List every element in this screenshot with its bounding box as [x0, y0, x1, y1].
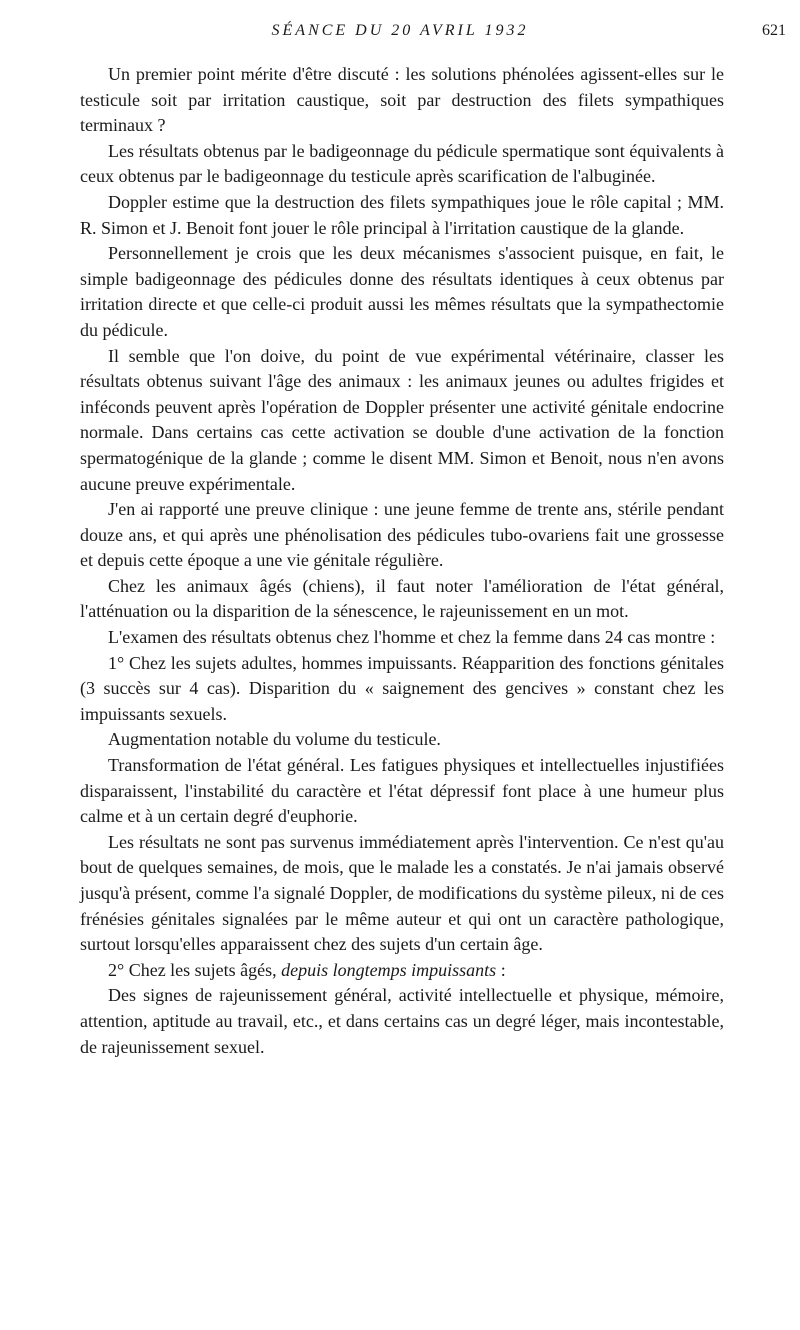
- paragraph: Chez les animaux âgés (chiens), il faut noter l'amélioration de l'état général, l'atténuation ou la disparition de la sénescence, le rajeunissement en un mot.: [80, 575, 724, 622]
- paragraph-elderly-item: [80, 958, 724, 984]
- paragraph: Les résultats obtenus par le badigeonnage du pédicule spermatique sont équivalents à ceux obtenus par le badigeonnage du testicule après scarification de l'albuginée.: [80, 140, 724, 187]
- paragraph: Les résultats ne sont pas survenus immédiatement après l'intervention. Ce n'est qu'au bout de quelques semaines, de mois, que le malade les a constatés. Je n'ai jamais observé jusqu'à présent, comme l'a signalé Doppler, de modifications du système pileux, ni de ces frénésies génitales signalées par le même auteur et qui ont un caractère pathologique, surtout lorsqu'elles apparaissent chez des sujets d'un certain âge.: [80, 831, 724, 955]
- elderly-item-suffix: :: [496, 959, 506, 980]
- paragraph: Des signes de rajeunissement général, activité intellectuelle et physique, mémoire, attention, aptitude au travail, etc., et dans certains cas un degré léger, mais incontestable, de rajeunissement sexuel.: [80, 985, 724, 1057]
- paragraph: Augmentation notable du volume du testicule.: [108, 729, 441, 750]
- paragraph: Personnellement je crois que les deux mécanismes s'associent puisque, en fait, le simple badigeonnage des pédicules donne des résultats identiques à ceux obtenus par irritation directe et que celle-ci produit aussi les mêmes résultats que la sympathectomie du pédicule.: [80, 243, 724, 340]
- page-number: 621: [762, 22, 786, 39]
- paragraph: Il semble que l'on doive, du point de vue expérimental vétérinaire, classer les résultats obtenus suivant l'âge des animaux : les animaux jeunes ou adultes frigides et inféconds peuvent après l'opération de Doppler présenter une activité génitale endocrine normale. Dans certains cas cette activation se double d'une activation de la fonction spermatogénique de la glande ; comme le disent MM. Simon et Benoit, nous n'en avons aucune preuve expérimentale.: [80, 345, 724, 494]
- paragraph: Doppler estime que la destruction des filets sympathiques joue le rôle capital ; MM. R. Simon et J. Benoit font jouer le rôle principal à l'irritation caustique de la glande.: [80, 191, 724, 238]
- paragraph: J'en ai rapporté une preuve clinique : une jeune femme de trente ans, stérile pendant douze ans, et qui après une phénolisation des pédicules tubo-ovariens fait une grossesse et depuis cette époque a une vie génitale régulière.: [80, 499, 724, 571]
- running-title: SÉANCE DU 20 AVRIL 1932: [271, 22, 529, 39]
- paragraph: Transformation de l'état général. Les fatigues physiques et intellectuelles injustifiées disparaissent, l'instabilité du caractère et l'état dépressif font place à une humeur plus calme et à un certain degré d'euphorie.: [80, 755, 724, 827]
- body-text: [80, 62, 724, 1060]
- paragraph: Un premier point mérite d'être discuté : les solutions phénolées agissent-elles sur le testicule soit par irritation caustique, soit par destruction des filets sympathiques terminaux ?: [80, 64, 724, 136]
- paragraph: L'examen des résultats obtenus chez l'homme et chez la femme dans 24 cas montre :: [108, 627, 716, 648]
- elderly-item-emphasis: depuis longtemps impuissants: [281, 959, 497, 980]
- paragraph: 1° Chez les sujets adultes, hommes impuissants. Réapparition des fonctions génitales (3 succès sur 4 cas). Disparition du « saignement des gencives » constant chez les impuissants sexuels.: [80, 652, 724, 724]
- page-header: [0, 22, 800, 46]
- elderly-item-prefix: 2° Chez les sujets âgés,: [108, 959, 277, 980]
